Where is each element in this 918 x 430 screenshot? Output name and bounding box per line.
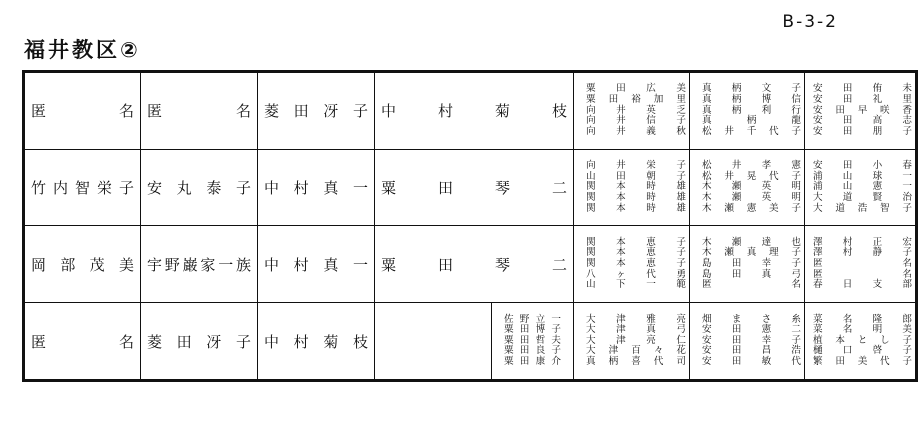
name-char: 二 — [551, 255, 567, 274]
name-char: 田 — [437, 255, 453, 274]
donor-name — [25, 73, 140, 149]
donor-name — [25, 226, 140, 302]
list-item: 安 田 幸 子 — [702, 334, 801, 346]
list-item: 大 道 浩 智 子 — [813, 202, 912, 214]
list-item: 安 田 憲 二 — [702, 324, 801, 336]
donor-name — [258, 226, 374, 302]
donor-name — [141, 226, 257, 302]
list-item: 粟 田 博 子 — [504, 324, 561, 336]
list-item: 関 本 時 雄 — [586, 202, 686, 214]
name-char: 中 — [264, 179, 280, 198]
name-char: 一 — [218, 255, 234, 274]
list-item: 真 柄 喜 代 司 — [586, 355, 686, 367]
list-item: 向 井 栄 子 — [586, 160, 686, 172]
donor-list-cell — [805, 226, 917, 303]
name-char: 匿 — [31, 332, 47, 351]
donor-list-cell — [690, 226, 805, 303]
name-char: 菱 — [264, 102, 280, 121]
list-item: 浦 山 球 一 — [813, 170, 912, 182]
name-char: 泰 — [206, 179, 222, 198]
list-item: 向 井 英 乏 — [586, 104, 686, 116]
donor-cell — [141, 226, 258, 303]
list-item: 真 柄 博 信 — [702, 94, 801, 106]
list-item: 大 津 亮 仁 — [586, 334, 686, 346]
name-char: 丸 — [176, 179, 192, 198]
name-char: 一 — [352, 255, 368, 274]
name-char: 子 — [352, 102, 368, 121]
list-item: 粟 田 康 介 — [504, 355, 561, 367]
list-item: 関 本 恵 子 — [586, 257, 686, 269]
name-char: 琴 — [494, 255, 510, 274]
list-item: 木 瀬 英 明 — [702, 192, 801, 203]
name-char: 真 — [323, 179, 339, 198]
list-item: 浦 山 憲 一 — [813, 181, 912, 193]
name-char: 智 — [74, 179, 90, 198]
list-item: 関 本 時 雄 — [586, 181, 686, 193]
list-item: 真 柄 文 子 — [702, 83, 801, 95]
list-item: 樋 口 啓 子 — [813, 345, 912, 357]
donor-list-cell — [574, 72, 690, 150]
list-item: 安 田 朋 子 — [813, 125, 912, 137]
list-item: 春 日 支 部 — [813, 279, 912, 291]
name-char: 中 — [381, 102, 397, 121]
list-item: 安 田 昌 浩 — [702, 345, 801, 357]
name-char: 宇 — [147, 255, 163, 274]
donor-name — [375, 150, 573, 226]
list-item: 粟 田 良 子 — [504, 345, 561, 357]
name-char: 中 — [264, 332, 280, 351]
name-char: 田 — [293, 102, 309, 121]
donor-name — [375, 73, 573, 149]
name-char: 村 — [437, 102, 453, 121]
name-char: 粟 — [381, 179, 397, 198]
name-char: 真 — [323, 255, 339, 274]
list-item: 大 津 百 々 花 — [586, 345, 686, 357]
name-char: 茂 — [89, 255, 105, 274]
list-item: 澤 村 正 宏 — [813, 236, 912, 248]
table-row — [24, 72, 917, 150]
name-char: 二 — [551, 179, 567, 198]
name-char: 琴 — [494, 179, 510, 198]
name-char: 岡 — [31, 255, 47, 274]
name-char: 枝 — [551, 102, 567, 121]
donor-name — [258, 303, 374, 379]
list-item: 島 田 幸 子 — [702, 257, 801, 269]
name-char: 中 — [264, 255, 280, 274]
name-char: 巌 — [182, 255, 198, 274]
list-item: 松 井 千 代 子 — [702, 125, 801, 137]
name-char: 内 — [52, 179, 68, 198]
name-char: 菱 — [147, 332, 163, 351]
list-item: 八 ヶ 代 勇 — [586, 268, 686, 280]
list-item: 大 津 真 弓 — [586, 324, 686, 336]
name-char: 菊 — [323, 332, 339, 351]
list-item: 安 田 早 咲 香 — [813, 104, 912, 116]
donor-cell — [258, 149, 375, 226]
list-item: 安 田 礼 里 — [813, 94, 912, 106]
empty-cell — [375, 303, 492, 381]
list-item: 大 道 賢 治 — [813, 192, 912, 203]
list-item: 関 本 恵 子 — [586, 247, 686, 259]
list-item: 安 田 侑 未 — [813, 83, 912, 95]
name-char: 部 — [60, 255, 76, 274]
name-char: 栄 — [96, 179, 112, 198]
list-item: 木 瀬 真 理 子 — [702, 247, 801, 259]
name-char: 竹 — [31, 179, 47, 198]
list-item: 安 田 小 春 — [813, 160, 912, 172]
donor-cell — [375, 226, 574, 303]
donor-list-cell — [805, 149, 917, 226]
donor-cell — [24, 149, 141, 226]
donor-name — [258, 73, 374, 149]
list-item: 粟 田 広 美 — [586, 83, 686, 95]
list-item: 安 田 高 志 — [813, 115, 912, 127]
donor-cell — [24, 303, 141, 381]
name-char: 村 — [293, 255, 309, 274]
donor-table — [22, 70, 918, 382]
donor-cell — [375, 149, 574, 226]
name-char: 村 — [293, 332, 309, 351]
name-char: 家 — [200, 255, 216, 274]
list-item: 松 井 孝 憲 — [702, 160, 801, 172]
list-item: 安 田 敏 代 — [702, 355, 801, 367]
donor-list-cell — [492, 303, 574, 381]
name-char: 美 — [118, 255, 134, 274]
list-item: 関 本 恵 子 — [586, 236, 686, 248]
donor-name — [25, 303, 140, 379]
name-char: 一 — [352, 179, 368, 198]
donor-cell — [141, 303, 258, 381]
donor-name — [258, 150, 374, 226]
name-char: 名 — [235, 102, 251, 121]
list-item: 匿 名 — [813, 268, 912, 280]
name-char: 名 — [118, 332, 134, 351]
list-item: 向 井 信 子 — [586, 115, 686, 127]
donor-list-cell — [574, 149, 690, 226]
name-char: 村 — [293, 179, 309, 198]
list-item: 松 井 晃 代 子 — [702, 170, 801, 182]
section-title: 福井教区② — [24, 38, 141, 62]
donor-cell — [24, 72, 141, 150]
table-row — [24, 149, 917, 226]
name-char: 田 — [176, 332, 192, 351]
list-item: 木 瀬 憲 美 子 — [702, 202, 801, 214]
list-item: 畑 ま さ 糸 — [702, 313, 801, 325]
list-item: 木 瀬 英 明 — [702, 181, 801, 193]
name-char: 匿 — [31, 102, 47, 121]
list-item: 真 柄 利 行 — [702, 104, 801, 116]
donor-name — [375, 226, 573, 302]
list-item: 佐 野 立 一 — [504, 313, 561, 325]
list-item: 真 柄 龍 — [702, 115, 801, 127]
name-char: 菊 — [494, 102, 510, 121]
list-item: 木 瀬 達 也 — [702, 236, 801, 248]
donor-cell — [258, 226, 375, 303]
donor-name — [25, 150, 140, 226]
list-item: 関 本 時 雄 — [586, 192, 686, 203]
list-item: 菜 名 隆 郎 — [813, 313, 912, 325]
donor-cell — [258, 303, 375, 381]
list-item: 繁 田 美 代 子 — [813, 355, 912, 367]
name-char: 族 — [235, 255, 251, 274]
table-row — [24, 303, 917, 381]
donor-name — [141, 150, 257, 226]
list-item: 匿 名 — [702, 279, 801, 291]
name-char: 野 — [164, 255, 180, 274]
list-item: 山 下 一 範 — [586, 279, 686, 291]
name-char: 子 — [235, 179, 251, 198]
name-char: 枝 — [352, 332, 368, 351]
list-item: 粟 田 裕 加 里 — [586, 94, 686, 106]
name-char: 名 — [118, 102, 134, 121]
donor-list-cell — [574, 226, 690, 303]
donor-cell — [24, 226, 141, 303]
list-item: 粟 田 哲 夫 — [504, 334, 561, 346]
list-item: 澤 村 静 子 — [813, 247, 912, 259]
list-item: 山 田 朝 子 — [586, 170, 686, 182]
name-char: 田 — [437, 179, 453, 198]
donor-cell — [141, 72, 258, 150]
page-code: B-3-2 — [782, 12, 838, 32]
list-item: 向 井 義 秋 — [586, 125, 686, 137]
donor-list-cell — [805, 303, 917, 381]
name-char: 粟 — [381, 255, 397, 274]
donor-list-cell — [690, 149, 805, 226]
name-char: 冴 — [206, 332, 222, 351]
list-item: 大 津 雅 亮 — [586, 313, 686, 325]
donor-list-cell — [690, 72, 805, 150]
donor-list-cell — [574, 303, 690, 381]
donor-cell — [141, 149, 258, 226]
list-item: 菜 名 明 美 — [813, 324, 912, 336]
name-char: 安 — [147, 179, 163, 198]
donor-list-cell — [805, 72, 917, 150]
table-row — [24, 226, 917, 303]
list-item: 植 本 と し 子 — [813, 334, 912, 346]
list-item: 匿 名 — [813, 257, 912, 269]
donor-cell — [375, 72, 574, 150]
list-item: 島 田 真 弓 — [702, 268, 801, 280]
donor-list-cell — [690, 303, 805, 381]
name-char: 子 — [118, 179, 134, 198]
donor-name — [141, 303, 257, 379]
donor-name — [141, 73, 257, 149]
name-char: 子 — [235, 332, 251, 351]
donor-cell — [258, 72, 375, 150]
name-char: 冴 — [323, 102, 339, 121]
name-char: 匿 — [147, 102, 163, 121]
